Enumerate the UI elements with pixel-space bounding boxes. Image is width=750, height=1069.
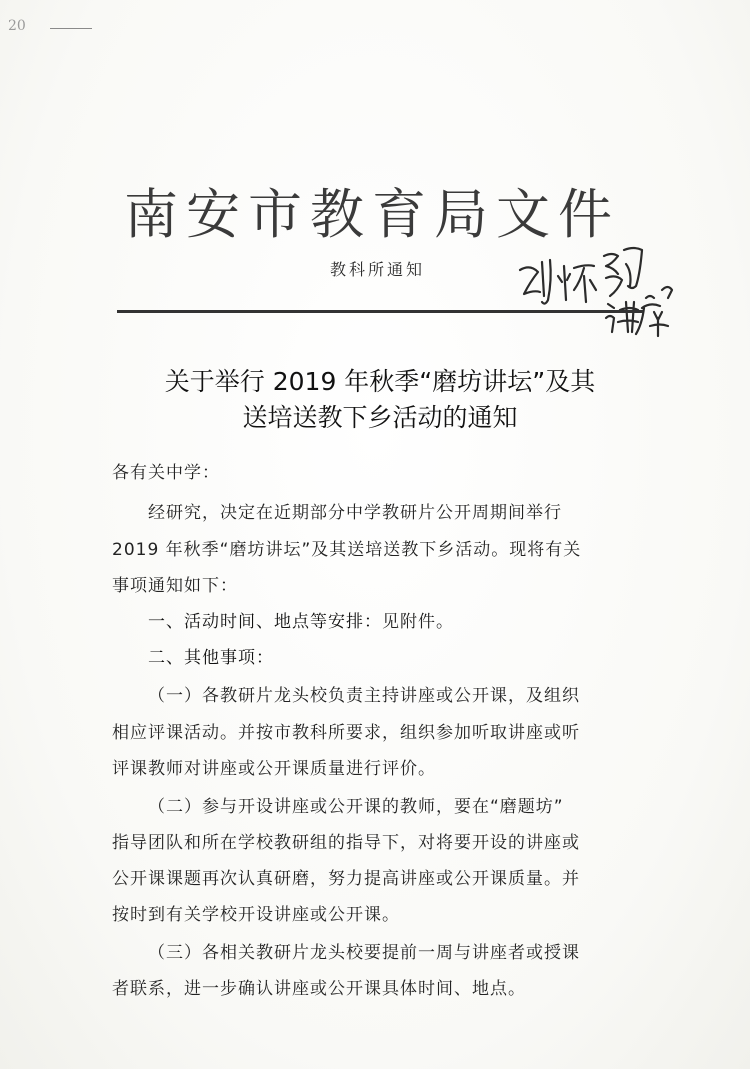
- item-1-line-1: （一）各教研片龙头校负责主持讲座或公开课，及组织: [148, 686, 580, 706]
- intro-line-2: 2019 年秋季“磨坊讲坛”及其送培送教下乡活动。现将有关: [112, 540, 582, 560]
- corner-line-divider: [50, 28, 92, 29]
- item-2-line-2: 指导团队和所在学校教研组的指导下，对将要开设的讲座或: [112, 833, 580, 853]
- item-2-line-3: 公开课课题再次认真研磨，努力提高讲座或公开课质量。并: [112, 869, 580, 889]
- item-1-line-2: 相应评课活动。并按市教科所要求，组织参加听取讲座或听: [112, 723, 580, 743]
- item-3-line-1: （三）各相关教研片龙头校要提前一周与讲座者或授课: [148, 943, 580, 963]
- section-1-heading: 一、活动时间、地点等安排：: [148, 612, 382, 632]
- title-line-1: 关于举行 2019 年秋季“磨坊讲坛”及其: [164, 367, 596, 396]
- intro-line-3: 事项通知如下：: [112, 576, 238, 596]
- section-2-heading: 二、其他事项：: [148, 648, 274, 668]
- handwritten-signature: [512, 232, 682, 342]
- header-rule: [117, 310, 643, 313]
- item-2-line-4: 按时到有关学校开设讲座或公开课。: [112, 905, 400, 925]
- issuer-header: 南安市教育局文件: [124, 183, 620, 246]
- section-1: [148, 607, 676, 632]
- title-line-2: 送培送教下乡活动的通知: [242, 403, 518, 432]
- item-2-line-1: （二）参与开设讲座或公开课的教师，要在“磨题坊”: [148, 797, 564, 817]
- page-corner-mark: 20: [8, 18, 26, 34]
- sub-issuer-label: 教科所通知: [330, 260, 426, 279]
- salutation: 各有关中学：: [112, 463, 220, 483]
- item-1-line-3: 评课教师对讲座或公开课质量进行评价。: [112, 759, 436, 779]
- document-title: [100, 364, 660, 436]
- section-1-text: 见附件。: [382, 612, 454, 632]
- item-3-line-2: 者联系，进一步确认讲座或公开课具体时间、地点。: [112, 979, 526, 999]
- intro-line-1: 经研究，决定在近期部分中学教研片公开周期间举行: [148, 503, 562, 523]
